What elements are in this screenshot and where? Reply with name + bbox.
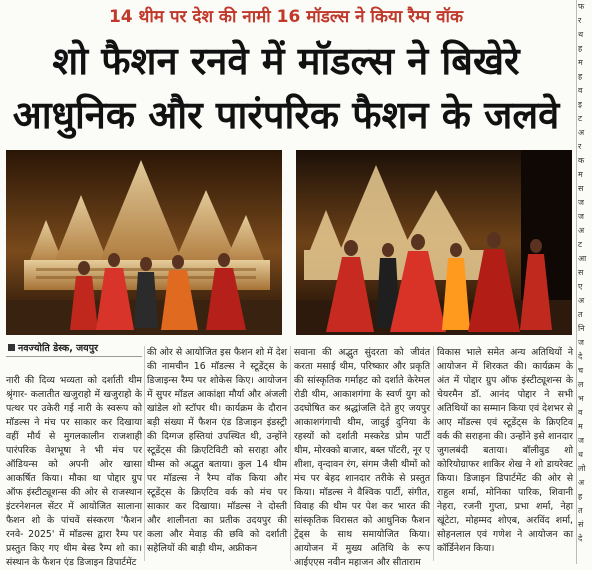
edge-fragment: ध [578,450,583,459]
edge-fragment: लो [578,464,586,473]
edge-fragment: ए [578,282,583,291]
article-column-3: सवाना की अद्भुत सुंदरता को जीवंत करता मसाई थीम, परिष्कार और प्रकृति की सांस्कृतिक गर्माहट को दर्शाते केरेमल रोडी थीम, आकाशगंगा के स्वर्ण युग को उदघोषित कर श्रद्धांजलि देते हुए जयपुर आकाशगंगाची थीम, जादुई दुनिया के रहस्यों को दर्शाती मस्करेड प्रोम पार्टी थीम, मोरक्को बाजार, बब्ल पॉटरी, नूर ए शीशा, वृन्दावन रंग, संगम जैसी थीमों को मंच पर बेहद शानदार तरीके से प्रस्तुत किया। मॉडल्स ने वैश्विक पार्टी, संगीत, विवाह की थीम पर पेश कर भारत की सांस्कृतिक विरासत को आधुनिक फैशन ट्रेंड्स के साथ समायोजित किया। आयोजन में मुख्य अतिथि के रूप आईएएस नवीन महाजन और सीताराम [294,347,430,568]
edge-fragment: ल [578,380,584,389]
article-column-4: विकास भाले समेत अन्य अतिथियों ने आयोजन में शिरकत की। कार्यक्रम के अंत में पोद्दार ग्रुप ऑफ इंस्टीट्यूशन्स के चेयरमैन डॉ. आनंद पोद्दार ने सभी अतिथियों का सम्मान किया एवं देशभर से आए मॉडल्स एवं स्टूडेंट्स के क्रिएटिव वर्क की सराहना की। उन्होंने इसे शानदार जुगलबंदी बताया। बॉलीवुड शो कोरियोग्राफर शाकिर शेख ने शो डायरेक्ट किया। डिजाइन डिपार्टमेंट की ओर से राहुल शर्मा, मोनिका पारिक, शिवानी नेहरा, रजनी गुप्ता, प्रभा शर्मा, नेहा खूंटेटा, मोहम्मद शोएब, अरविंद शर्मा, सोहनलाल एवं गणेश ने आयोजन का कॉर्डिनेशन किया। [437,347,573,554]
edge-fragment: व [578,408,583,417]
headline-line-2: आधुनिक और पारंपरिक फैशन के जलवे [12,93,560,137]
edge-fragment: म [578,58,583,67]
edge-fragment: क [578,156,585,165]
edge-fragment: अ [578,478,585,487]
fashion-show-photo-left [6,150,282,335]
edge-fragment: नि [578,324,585,333]
edge-fragment: व [578,86,583,95]
adjacent-article-fragments [578,0,592,564]
edge-fragment: ह [578,72,583,81]
byline-marker-icon [8,344,15,351]
edge-fragment: ज [578,198,584,207]
column-divider [290,346,291,561]
edge-fragment: म [578,422,583,431]
edge-fragment: फ [578,2,585,11]
byline-rule [6,356,142,357]
edge-fragment: अ [578,296,585,305]
edge-fragment: सं [578,520,584,529]
edge-fragment: त [578,506,583,515]
edge-fragment: आ [578,254,587,263]
article-column-2: की ओर से आयोजित इस फैशन शो में देश की नामचीन 16 मॉडल्स ने स्टूडेंट्स के डिजाइन्स रैम्प पर शोकेस किए। आयोजन में सुपर मॉडल आकांक्षा मौर्या और अंजली खांडेल शो स्टॉपर थी। कार्यक्रम के दौरान बड़ी संख्या में फैशन एंड डिजाइन इंडस्ट्री की दिग्गज हस्तियां उपस्थित थी, उन्होंने स्टूडेंट्स की क्रिएटिविटी को सराहा और थीम्स को अद्भुत बताया। कुल 14 थीम पर मॉडल्स ने रैम्प वॉक किया और स्टूडेंट्स के क्रिएटिव वर्क को मंच पर साकार कर दिखाया। मॉडल्स ने दोस्ती और शालीनता का प्रतीक उदयपुर की कला और मेवाड़ की छवि को दर्शाती सहेलियों की बाड़ी थीम, अफ्रीकन [147,347,287,554]
edge-fragment: स [578,268,584,277]
column-divider [433,346,434,561]
edge-fragment: र [578,16,582,25]
edge-fragment: इ [578,100,582,109]
byline-text: नवज्योति डेस्क, जयपुर [18,343,98,354]
page-edge-divider [576,0,577,564]
edge-fragment: दे [578,352,583,361]
edge-fragment: ट [578,240,583,249]
edge-fragment: स [578,184,584,193]
article-column-1: नारी की दिव्य भव्यता को दर्शाती थीम श्रृंगार- कलातीत खजुराहो में खजुराहो के पत्थर पर उकेरी गई नारी के स्वरूप को मॉडल्स ने मंच पर साकार कर दिखाया वहीं मौर्य से मुगलकालीन राजशाही पारंपरिक वेशभूषा ने भी मंच पर ऑडियन्स को अपनी ओर खासा आकर्षित किया। मौका था पोद्दार ग्रुप ऑफ इंस्टीट्यूशन्स की ओर से राजस्थान इंटरनेशनल सेंटर में आयोजित सालाना फैशन शो के पांचवें संस्करण 'फैशन रनवे- 2025' में मॉडल्स द्वारा रैम्प पर प्रस्तुत किए गए थीम बेस्ड रैम्प शो का। संस्थान के फैशन एंड डिजाइन डिपार्टमेंट [6,375,142,568]
headline-line-1: शो फैशन रनवे में मॉडल्स ने बिखेरे [52,39,520,83]
edge-fragment: थ [578,30,584,39]
edge-fragment: च [578,366,584,375]
edge-fragment: अ [578,128,585,137]
edge-fragment: ह [578,44,583,53]
edge-fragment: ज [578,338,584,347]
column-divider [144,346,145,561]
strapline: 14 थीम पर देश की नामी 16 मॉडल्स ने किया रैम्प वॉक [108,7,464,27]
edge-fragment: ज [578,436,584,445]
edge-fragment: र [578,142,582,151]
edge-fragment: त [578,310,583,319]
edge-fragment: ट [578,114,583,123]
byline [8,341,146,354]
edge-fragment: ह [578,492,583,501]
edge-fragment: भ [578,394,584,403]
fashion-show-photo-right [296,150,572,335]
edge-fragment: ज [578,212,584,221]
edge-fragment: अ [578,226,585,235]
edge-fragment: म [578,170,583,179]
edge-fragment: दे [578,534,583,543]
